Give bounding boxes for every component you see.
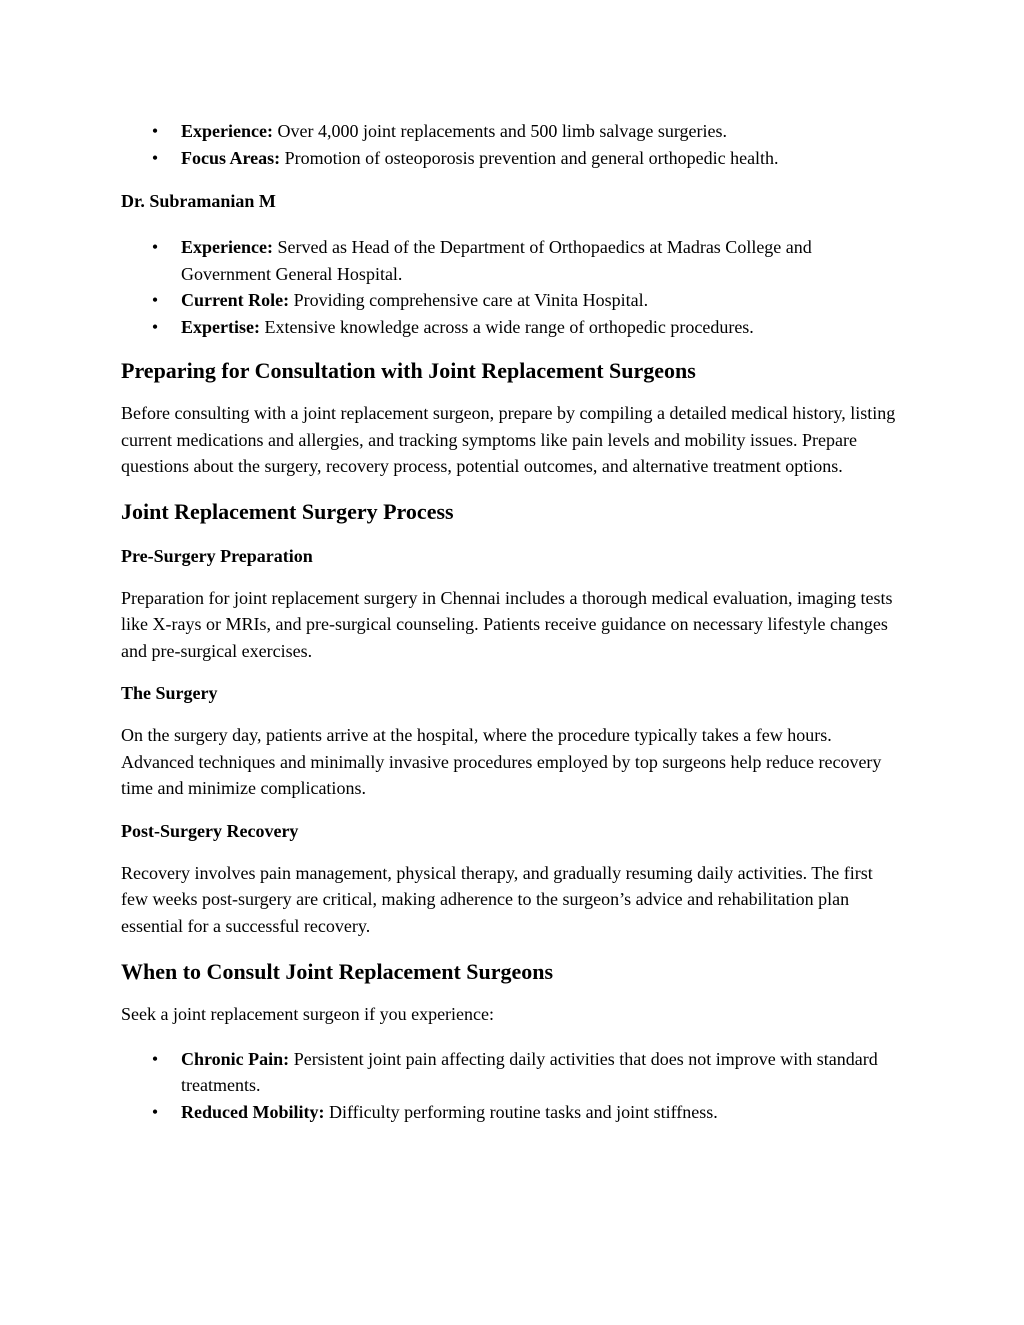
paragraph-when: Seek a joint replacement surgeon if you experience: bbox=[121, 1004, 495, 1024]
list-item: • Expertise: Extensive knowledge across a wide range of orthopedic procedures. bbox=[121, 314, 901, 341]
list-item: • Focus Areas: Promotion of osteoporosis prevention and general orthopedic health. bbox=[121, 145, 901, 172]
bullet-icon: • bbox=[151, 1048, 159, 1069]
symptoms-list bbox=[121, 1046, 901, 1126]
doctor1-details-list bbox=[121, 118, 901, 171]
list-item: • Reduced Mobility: Difficulty performing routine tasks and joint stiffness. bbox=[121, 1099, 901, 1126]
section-heading-preparing: Preparing for Consultation with Joint Replacement Surgeons bbox=[121, 358, 696, 383]
paragraph-post-surgery: Recovery involves pain management, physical therapy, and gradually resuming daily activities. The first few weeks post-surgery are critical, making adherence to the surgeon’s advice and rehabilitation plan essential for a successful recovery. bbox=[121, 862, 873, 936]
bullet-icon: • bbox=[151, 147, 159, 168]
paragraph-preparing: Before consulting with a joint replacement surgeon, prepare by compiling a detailed medical history, listing current medications and allergies, and tracking symptoms like pain levels and mobility issues. Prepare questions about the surgery, recovery process, potential outcomes, and alternative treatment options. bbox=[121, 403, 896, 476]
subheading-the-surgery: The Surgery bbox=[121, 683, 218, 703]
bullet-icon: • bbox=[151, 121, 159, 141]
subheading-pre-surgery: Pre-Surgery Preparation bbox=[121, 545, 313, 566]
doctor-name-heading: Dr. Subramanian M bbox=[121, 191, 276, 211]
section-heading-when: When to Consult Joint Replacement Surgeons bbox=[121, 959, 554, 984]
list-item: • Current Role: Providing comprehensive care at Vinita Hospital. bbox=[121, 287, 901, 314]
list-item: • Experience: Over 4,000 joint replacements and 500 limb salvage surgeries. bbox=[121, 118, 901, 145]
doctor2-details-list bbox=[121, 234, 901, 340]
paragraph-pre-surgery: Preparation for joint replacement surgery in Chennai includes a thorough medical evaluation, imaging tests like X-rays or MRIs, and pre-surgical counseling. Patients receive guidance on necessary lifestyle changes and pre-surgical exercises. bbox=[121, 587, 893, 661]
bullet-icon: • bbox=[151, 237, 159, 257]
subheading-post-surgery: Post-Surgery Recovery bbox=[121, 820, 299, 841]
list-item: • Experience: Served as Head of the Department of Orthopaedics at Madras College and Government General Hospital. bbox=[121, 234, 901, 287]
section-heading-process: Joint Replacement Surgery Process bbox=[121, 498, 454, 524]
document-content bbox=[121, 118, 901, 1125]
paragraph-the-surgery: On the surgery day, patients arrive at the hospital, where the procedure typically takes a few hours. Advanced techniques and minimally invasive procedures employed by top surgeons help reduce recovery time and minimize complications. bbox=[121, 725, 882, 798]
list-item: • Chronic Pain: Persistent joint pain affecting daily activities that does not improve with standard treatments. bbox=[121, 1046, 901, 1099]
bullet-icon: • bbox=[151, 316, 159, 337]
bullet-icon: • bbox=[151, 1101, 159, 1122]
bullet-icon: • bbox=[151, 290, 159, 310]
